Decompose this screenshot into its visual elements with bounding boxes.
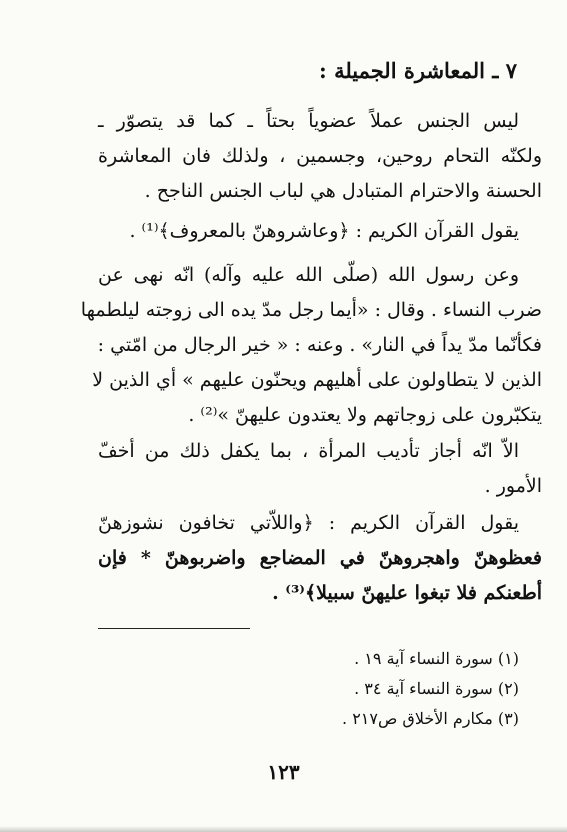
footnote-divider	[98, 628, 250, 629]
quran-quote-line: أطعنكم فلا تبغوا عليهنّ سبيلا﴾⁽³⁾ .	[272, 582, 542, 604]
text-line: الحسنة والاحترام المتبادل هي لباب الجنس الناجح .	[144, 180, 542, 202]
text-line: فكأنّما مدّ يداً في النار» . وعنه : « خير الرجال من امّتي :	[97, 334, 542, 356]
text-line: الذين لا يتطاولون على أهليهم ويحنّون عليهم » أي الذين لا	[92, 369, 542, 391]
footnote: (١) سورة النساء آية ١٩ .	[354, 649, 519, 668]
quran-quote-line: فعظوهنّ واهجروهنّ في المضاجع واضربوهنّ * فإن	[98, 547, 542, 569]
text-line: ليس الجنس عملاً عضوياً بحتاً ـ كما قد يتصوّر ـ	[98, 110, 519, 132]
text-line: ولكنّه التحام روحين، وجسمين ، ولذلك فان المعاشرة	[98, 145, 542, 167]
page-edge-shadow	[0, 826, 567, 832]
quran-quote-line: يقول القرآن الكريم : ﴿وعاشروهنّ بالمعروف﴾⁽¹⁾ .	[129, 220, 519, 242]
text-line: يقول القرآن الكريم : ﴿واللاّتي تخافون نشوزهنّ	[98, 512, 519, 534]
section-heading: ٧ ـ المعاشرة الجميلة :	[319, 58, 517, 83]
footnote: (٢) سورة النساء آية ٣٤ .	[354, 679, 519, 698]
page-number: ١٢٣	[267, 760, 300, 784]
text-line: الأمور .	[484, 475, 542, 497]
text-line: الاّ انّه أجاز تأديب المرأة ، بما يكفل ذلك من أخفّ	[98, 440, 519, 462]
text-line: ضرب النساء . وقال : «أيما رجل مدّ يده الى زوجته ليلطمها	[80, 299, 542, 321]
text-line: يتكبّرون على زوجاتهم ولا يعتدون عليهنّ »⁽²⁾ .	[188, 404, 542, 426]
footnote: (٣) مكارم الأخلاق ص٢١٧ .	[342, 709, 519, 728]
text-line: وعن رسول الله (صلّى الله عليه وآله) انّه نهى عن	[98, 264, 519, 286]
